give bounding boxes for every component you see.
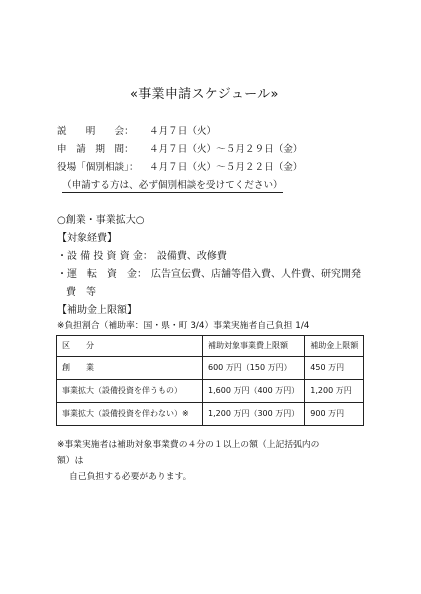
schedule-row-briefing (57, 127, 216, 137)
limit-heading: 【補助金上限額】 (57, 305, 137, 316)
table-header-cell: 区 分 (57, 336, 203, 357)
table-cell: 600 万円（150 万円） (203, 357, 305, 380)
target-item-operating (57, 270, 361, 280)
table-header-cell: 補助金上限額 (305, 336, 364, 357)
section-heading: ○創業・事業拡大○ (57, 215, 145, 226)
schedule-label: 申 請 期 間： (57, 144, 134, 155)
schedule-note (62, 181, 283, 191)
table-header-row (57, 336, 364, 357)
table-cell: 900 万円 (305, 403, 364, 426)
target-item-value: 広告宣伝費、店舗等借入費、人件費、研究開発 (151, 269, 361, 280)
target-item-equipment (57, 252, 227, 262)
table-cell: 創 業 (57, 357, 203, 380)
table-cell: 事業拡大（設備投資を伴うもの） (57, 380, 203, 403)
target-item-label: ・運 転 資 金： (57, 269, 147, 280)
table-cell: 事業拡大（設備投資を伴わない）※ (57, 403, 203, 426)
subsidy-table (56, 335, 364, 426)
schedule-row-consultation (57, 163, 303, 173)
schedule-value: ４月７日（火）～５月２９日（金） (149, 144, 303, 155)
schedule-label: 説 明 会： (57, 126, 134, 137)
table-cell: 1,200 万円（300 万円） (203, 403, 305, 426)
schedule-row-application-period (57, 145, 303, 155)
ratio-note: ※負担割合（補助率：国・県・町 3/4）事業実施者自己負担 1/4 (57, 321, 310, 331)
schedule-value: ４月７日（火）～５月２２日（金） (149, 162, 303, 173)
target-item-value: 設備費、改修費 (156, 251, 227, 262)
footer-note-line-1: ※事業実施者は補助対象事業費の４分の１以上の額（上記括弧内の (57, 440, 320, 450)
schedule-value: ４月７日（火） (149, 126, 217, 137)
footer-note-line-2: 額）は (57, 456, 84, 466)
schedule-label: 役場「個別相談」： (57, 162, 139, 173)
schedule-note-text: （申請する方は、必ず個別相談を受けてください） (62, 180, 283, 191)
table-row (57, 403, 364, 426)
table-header-cell: 補助対象事業費上限額 (203, 336, 305, 357)
table-cell: 1,200 万円 (305, 380, 364, 403)
footer-note-line-3: 自己負担する必要があります。 (69, 472, 192, 482)
table-cell: 450 万円 (305, 357, 364, 380)
target-item-continuation: 費 等 (66, 287, 96, 298)
table-row (57, 357, 364, 380)
page-title: «事業申請スケジュール» (130, 87, 279, 102)
table-cell: 1,600 万円（400 万円） (203, 380, 305, 403)
target-expenses-heading: 【対象経費】 (57, 233, 117, 244)
table-row (57, 380, 364, 403)
target-item-label: ・設 備 投 資 資 金： (57, 251, 153, 262)
